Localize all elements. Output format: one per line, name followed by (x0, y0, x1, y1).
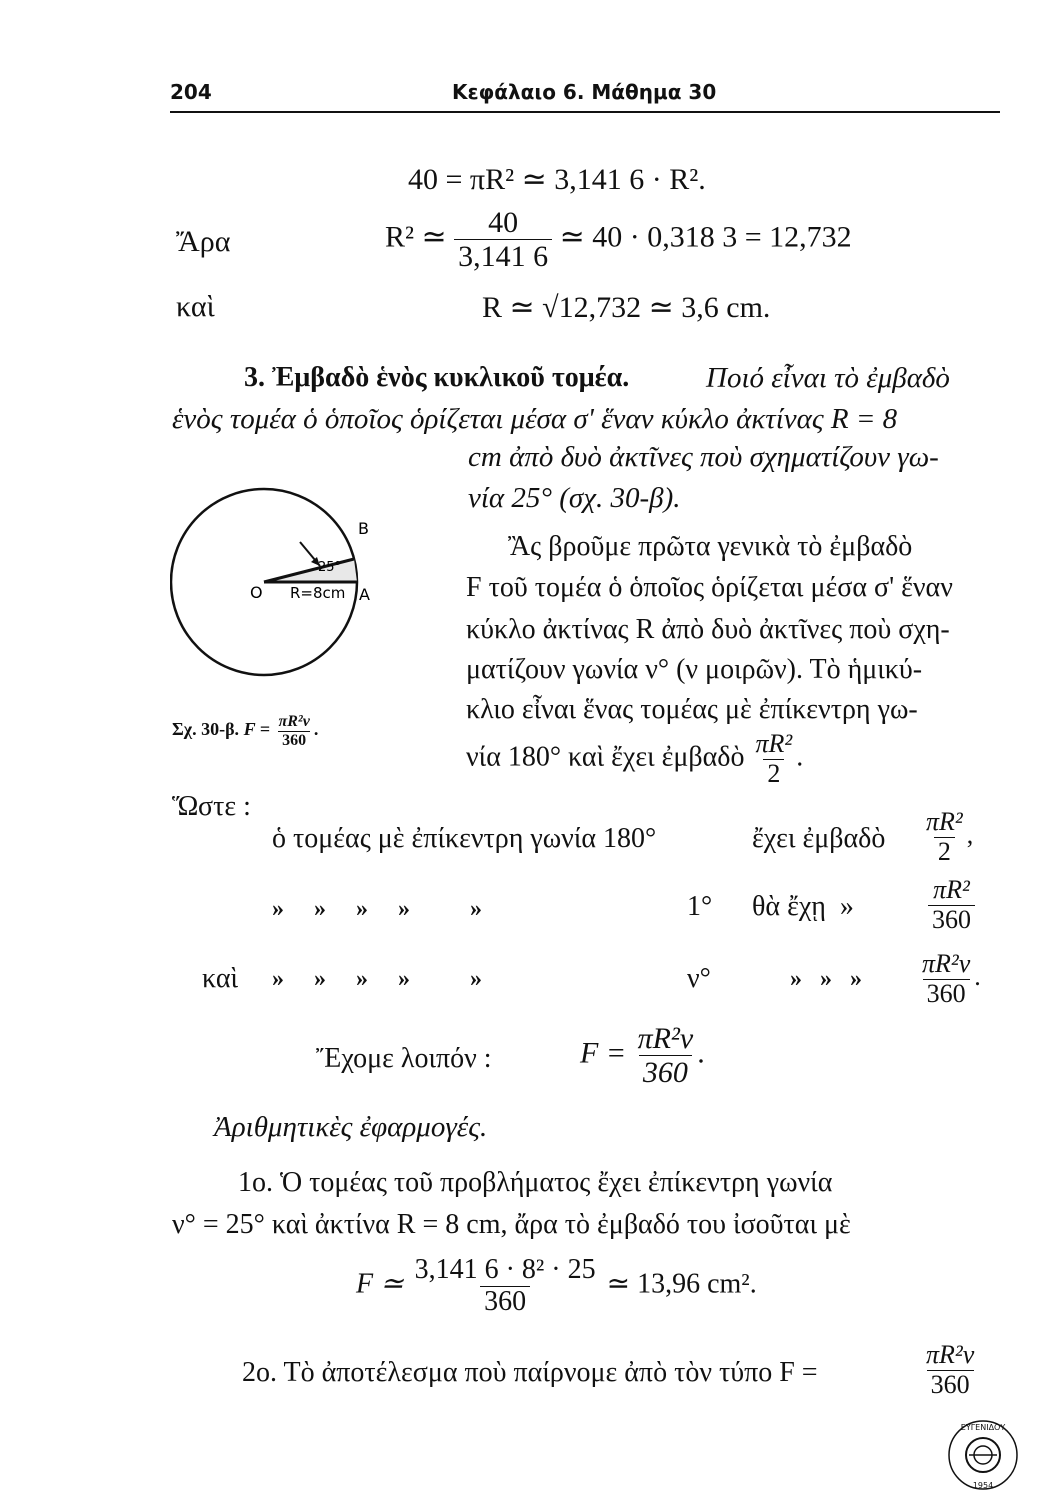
svg-text:ΕΥΓΕΝΙΔΟΥ: ΕΥΓΕΝΙΔΟΥ (960, 1423, 1006, 1432)
caption-fraction (275, 713, 314, 749)
label-ara: Ἄρα (176, 225, 231, 258)
example1-F: F ≃ (356, 1268, 404, 1300)
equation-area: 40 = πR² ≃ 3,141 6 · R². (408, 163, 706, 196)
caption-denominator: 360 (278, 731, 310, 750)
caption-prefix: Σχ. 30-β. (172, 719, 240, 740)
final-numerator: πR²ν (637, 1022, 694, 1055)
semicircle-denominator: 2 (763, 759, 784, 789)
caption-F: F = (243, 719, 270, 740)
row1-numerator: πR² (926, 807, 963, 836)
r2-lhs: R² ≃ (385, 220, 447, 254)
question-line-3: cm ἀπὸ δυὸ ἀκτῖνες ποὺ σχηματίζουν γω- (468, 441, 939, 473)
caption-numerator: πR²ν (278, 713, 310, 730)
row2-denominator: 360 (928, 905, 975, 935)
final-F: F = (580, 1036, 627, 1070)
final-formula: F = $\frac{\text{πR²ν}}{360}$ . (580, 1022, 705, 1089)
row3-numerator: πR²ν (922, 949, 971, 978)
paragraph-line-1: Ἂς βροῦμε πρῶτα γενικὰ τὸ ἐμβαδὸ (508, 531, 913, 562)
semicircle-numerator: πR² (755, 729, 793, 758)
row2-degree: 1° (687, 891, 713, 922)
row3-denominator: 360 (923, 979, 970, 1009)
row2-marks: » » » » » (272, 896, 482, 922)
row3-degree: ν° (687, 963, 711, 994)
foundation-stamp (940, 1418, 1026, 1492)
label-A: A (359, 585, 370, 604)
example2-denominator: 360 (927, 1370, 974, 1400)
example2-numerator: πR²ν (926, 1340, 975, 1369)
example1-formula (356, 1255, 757, 1318)
equation-r-squared (385, 206, 852, 273)
paragraph-line-4: ματίζουν γωνία ν° (ν μοιρῶν). Τὸ ἡμικύ- (466, 654, 923, 685)
label-O: O (250, 583, 263, 602)
r2-denominator: 3,141 6 (454, 239, 552, 273)
row1-denominator: 2 (934, 837, 955, 867)
label-radius: R=8cm (290, 584, 346, 602)
row1-fraction: $\frac{\text{πR²}}{2}$ , (922, 808, 973, 866)
applications-heading: Ἀριθμητικὲς ἐφαρμογές. (214, 1111, 488, 1143)
header-rule (170, 111, 1000, 113)
final-label: Ἔχομε λοιπόν : (316, 1043, 492, 1074)
label-kai: καὶ (176, 290, 215, 323)
r2-numerator: 40 (488, 206, 519, 239)
paragraph-line-2: F τοῦ τομέα ὁ ὁποῖος ὁρίζεται μέσα σ' ἕναν (466, 572, 953, 603)
row3-has: » » » (790, 966, 862, 992)
question-line-1: Ποιό εἶναι τὸ ἐμβαδὸ (706, 362, 950, 394)
r2-fraction (454, 206, 552, 273)
row2-fraction (928, 876, 975, 934)
r2-rhs: ≃ 40 · 0,318 3 = 12,732 (559, 220, 852, 254)
row2-has: θὰ ἔχῃ » (752, 891, 854, 922)
semicircle-area-fraction (751, 730, 796, 788)
sector-figure (170, 480, 470, 720)
page-number: 204 (170, 80, 212, 104)
row3-fraction: $\frac{\text{πR²ν}}{360}$ . (918, 950, 981, 1008)
label-B: B (358, 519, 369, 538)
final-denominator: 360 (639, 1055, 692, 1089)
row1-has: ἔχει ἐμβαδὸ (752, 823, 886, 854)
example2-line: 2ο. Τὸ ἀποτέλεσμα ποὺ παίρνομε ἀπὸ τὸν τύπο F = (242, 1357, 818, 1388)
question-line-4: νία 25° (σχ. 30-β). (468, 482, 681, 514)
label-angle: 25° (318, 560, 342, 575)
paragraph-line-6: νία 180° καὶ ἔχει ἐμβαδὸ $\frac{\text{πR²}}{2}$ . (466, 729, 804, 788)
example1-denominator: 360 (480, 1286, 530, 1318)
svg-text:1954: 1954 (972, 1481, 994, 1490)
question-line-2: ἑνὸς τομέα ὁ ὁποῖος ὁρίζεται μέσα σ' ἕναν κύκλο ἀκτίνας R = 8 (172, 403, 898, 435)
paragraph-line-5: κλιο εἶναι ἕνας τομέας μὲ ἐπίκεντρη γω- (466, 694, 918, 725)
row1-text: ὁ τομέας μὲ ἐπίκεντρη γωνία 180° (272, 823, 657, 854)
example1-rhs: ≃ 13,96 cm². (606, 1268, 757, 1300)
example1-line2: ν° = 25° καὶ ἀκτίνα R = 8 cm, ἄρα τὸ ἐμβαδό του ἰσοῦται μὲ (172, 1209, 851, 1240)
row3-marks: » » » » » (272, 966, 482, 992)
example2-fraction (922, 1341, 978, 1399)
row2-numerator: πR² (933, 875, 970, 904)
chapter-title: Κεφάλαιο 6. Μάθημα 30 (452, 80, 717, 104)
example1-numerator: 3,141 6 · 8² · 25 (414, 1254, 596, 1285)
paragraph-line-6-text: νία 180° καὶ ἔχει ἐμβαδὸ (466, 741, 745, 773)
paragraph-line-3: κύκλο ἀκτίνας R ἀπὸ δυὸ ἀκτῖνες ποὺ σχη- (466, 614, 950, 645)
example1-line1: 1ο. Ὁ τομέας τοῦ προβλήματος ἔχει ἐπίκεντρη γωνία (238, 1167, 833, 1198)
figure-caption: Σχ. 30-β. F = $\frac{\text{πR²ν}}{360}$ . (172, 713, 319, 749)
label-wste: Ὥστε : (172, 791, 251, 822)
equation-r: R ≃ √12,732 ≃ 3,6 cm. (482, 291, 771, 324)
row3-kai: καὶ (202, 963, 239, 994)
section-heading: 3. Ἐμβαδὸ ἑνὸς κυκλικοῦ τομέα. (244, 362, 630, 393)
